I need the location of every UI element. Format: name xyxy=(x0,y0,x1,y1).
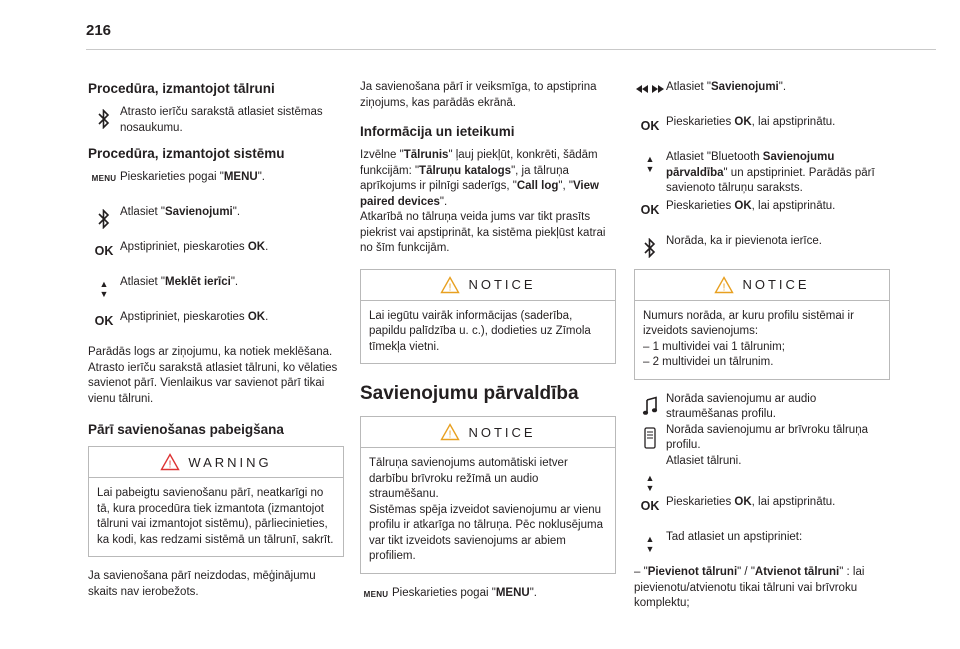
heading-phone-procedure: Procedūra, izmantojot tālruni xyxy=(88,81,275,96)
paragraph-phone-menu: Izvēlne "Tālrunis" ļauj piekļūt, konkrēti, šādām funkcijām: "Tālruņu katalogs", ja tālruņa aprīkojums ir pilnīgi saderīgs, "Call log", "View paired devices". Atkarībā no tālruņa veida jums var tikt prasīts piekrist vai apstiprināt, ka sistēma piekļūst katrai no šīm funkcijām. xyxy=(360,149,606,254)
svg-text:!: ! xyxy=(168,459,172,471)
column-3 xyxy=(634,80,890,612)
bluetooth-icon xyxy=(634,234,666,258)
step-select-system-name: Atrasto ierīču sarakstā atlasiet sistēmas nosaukumu. xyxy=(88,105,344,136)
svg-text:!: ! xyxy=(449,282,452,293)
info-handsfree: Norāda savienojumu ar brīvroku tālruņa profilu. Atlasiet tālruni. xyxy=(634,423,890,470)
notice-title: NOTICE xyxy=(468,424,536,440)
paragraph-connect-disconnect: – "Pievienot tālruni" / "Atvienot tālruni" : lai pievienotu/atvienotu tikai tālruni vai brīvroku komplektu; xyxy=(634,566,865,609)
column-2 xyxy=(360,80,616,621)
notice-text: Numurs norāda, ar kuru profilu sistēmai ir izveidots savienojums: – 1 multividei vai 1 tālrunim; – 2 multividei un tālrunim. xyxy=(643,309,854,368)
page-number: 216 xyxy=(86,22,112,39)
step-confirm-ok: OK Pieskarieties OK, lai apstiprinātu. xyxy=(640,116,836,133)
notice-box-1 xyxy=(360,269,616,365)
notice-icon xyxy=(714,276,734,294)
ok-icon: OK xyxy=(94,314,114,328)
left-right-arrows-icon xyxy=(634,80,666,94)
step-select-phone-arrows xyxy=(634,469,890,493)
step-search-device: ▲ ▼ Atlasiet "Meklēt ierīci". xyxy=(99,276,239,299)
notice-text: Tālruņa savienojums automātiski ietver darbību brīvroku režīmā un audio straumēšanu. Sistēmas spēja izveidot savienojumu ar vienu profilu ir atkarīga no tālruņa. Pēc noklusējuma var tikt izveidots savienojums ar abiem profiliem. xyxy=(369,457,603,562)
step-confirm-ok-2: OK Apstipriniet, pieskaroties OK. xyxy=(94,311,269,328)
up-down-arrows-icon: ▲ ▼ xyxy=(645,473,655,493)
notice-title: NOTICE xyxy=(468,277,536,292)
notice-icon xyxy=(440,423,460,441)
bluetooth-icon xyxy=(88,105,120,129)
heading-connection-management: Savienojumu pārvaldība xyxy=(360,383,579,404)
svg-text:!: ! xyxy=(723,282,726,293)
up-down-arrows-icon: ▲ ▼ xyxy=(99,279,109,299)
notice-icon xyxy=(440,276,460,294)
step-confirm-ok-3: OK Pieskarieties OK, lai apstiprinātu. xyxy=(640,496,836,513)
step-confirm-ok: OK Apstipriniet, pieskaroties OK. xyxy=(94,241,269,258)
info-audio-streaming: Norāda savienojumu ar audio straumēšanas profilu. xyxy=(634,392,890,423)
heading-system-procedure: Procedūra, izmantojot sistēmu xyxy=(88,146,285,161)
ok-icon: OK xyxy=(640,202,660,217)
step-select-connections: Atlasiet "Savienojumi". xyxy=(88,205,344,231)
notice-box-2 xyxy=(360,416,616,574)
step-select-confirm: ▲ ▼ Tad atlasiet un apstipriniet: xyxy=(645,531,803,554)
warning-box xyxy=(88,446,344,557)
up-down-arrows-icon: ▲ ▼ xyxy=(645,534,655,554)
svg-text:!: ! xyxy=(449,429,452,441)
paragraph-pairing-success: Ja savienošana pārī ir veiksmīga, to apstiprina ziņojums, kas parādās ekrānā. xyxy=(360,81,597,109)
ok-icon: OK xyxy=(640,119,660,133)
ok-icon: OK xyxy=(94,244,114,258)
warning-text: Lai pabeigtu savienošanu pārī, neatkarīgi no tā, kura procedūra tiek izmantota (izmantojot tālruni vai izmantojot sistēmu), pārliecinieties, ka kodi, kas redzami sistēmā un tālrunī, sakrīt. xyxy=(97,487,334,546)
warning-title: WARNING xyxy=(188,454,272,470)
column-1 xyxy=(88,80,344,600)
info-connected-device: Norāda, ka ir pievienota ierīce. xyxy=(634,234,890,260)
step-bluetooth-management: ▲ ▼ Atlasiet "Bluetooth Savienojumu pārvaldība" un apstipriniet. Parādās pārī savienoto tālruņu saraksts. xyxy=(645,151,875,194)
bluetooth-icon xyxy=(88,205,120,229)
step-confirm-ok-2: OK Pieskarieties OK, lai apstiprinātu. xyxy=(640,199,836,217)
warning-icon xyxy=(160,453,180,471)
ok-icon: OK xyxy=(640,499,660,513)
phone-icon xyxy=(634,423,666,449)
music-note-icon xyxy=(634,392,666,416)
notice-text: Lai iegūtu vairāk informācijas (saderība, papildu palīdzība u. c.), dodieties uz Zīmola tīmekļa vietni. xyxy=(369,309,591,353)
step-select-connections: Atlasiet "Savienojumi". xyxy=(634,80,890,106)
up-down-arrows-icon: ▲ ▼ xyxy=(645,154,655,174)
menu-icon: MENU xyxy=(91,174,117,183)
top-rule xyxy=(86,49,936,50)
paragraph-pairing-failure: Ja savienošana pārī neizdodas, mēģinājumu skaits nav ierobežots. xyxy=(88,570,316,598)
menu-icon: MENU xyxy=(363,589,389,599)
notice-title: NOTICE xyxy=(742,277,810,292)
heading-pairing-completion: Pārī savienošanas pabeigšana xyxy=(88,422,284,437)
step-press-menu: MENU Pieskarieties pogai "MENU". xyxy=(91,171,265,183)
step-press-menu: MENU Pieskarieties pogai "MENU". xyxy=(363,586,537,599)
heading-information-tips: Informācija un ieteikumi xyxy=(360,124,515,139)
notice-box-3 xyxy=(634,269,890,380)
paragraph-search-info: Parādās logs ar ziņojumu, ka notiek meklēšana. Atrasto ierīču sarakstā atlasiet tālruni, ko vēlaties savienot pārī. Vienlaikus var savienot pārī tikai vienu tālruni. xyxy=(88,346,338,405)
